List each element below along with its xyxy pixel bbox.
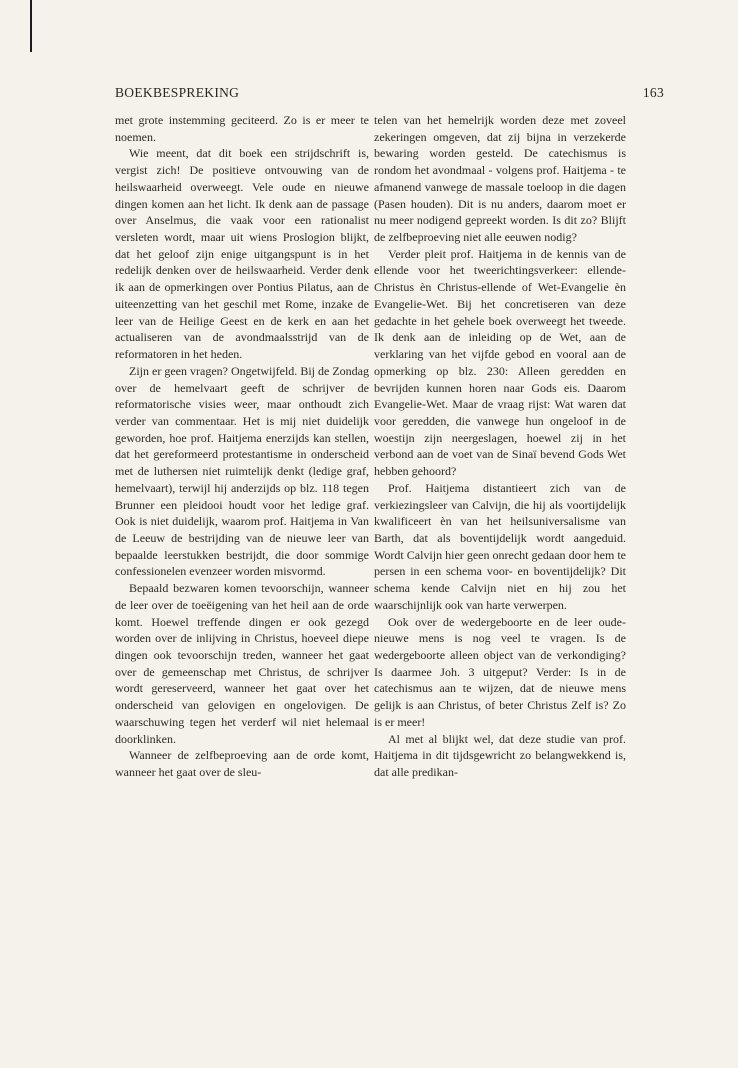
paragraph: Ook over de wedergeboorte en de leer oude-nieuwe mens is nog veel te vragen. Is de wedergeboorte alleen object van de verkondiging? Is daarmee Joh. 3 uitgeput? Verder: Is in de catechismus aan te wijzen, dat de nieuwe mens gelijk is aan Christus, of beter Christus Zelf is? Zo is er meer!	[374, 614, 626, 729]
left-column	[115, 112, 369, 781]
running-title: BOEKBESPREKING	[115, 85, 240, 100]
paragraph: telen van het hemelrijk worden deze met zoveel zekeringen omgeven, dat zij bijna in verzekerde bewaring worden gesteld. De catechismus is rondom het avondmaal - volgens prof. Haitjema - te afmanend vanwege de massale toeloop in die dagen (Pasen houden). Dit is nu anders, daarom moet er nu meer nodigend gepreekt worden. Is dit zo? Blijft de zelfbeproeving niet alle eeuwen nodig?	[374, 113, 626, 245]
page-number: 163	[642, 85, 664, 100]
paragraph: Prof. Haitjema distantieert zich van de verkiezingsleer van Calvijn, die hij als voortijdelijk kwalificeert èn van het heilsuniversalisme van Barth, dat als boventijdelijk wordt aangeduid. Wordt Calvijn hier geen onrecht gedaan door hem te persen in een schema voor- en boventijdelijk? Dit schema kende Calvijn niet en hij zou het waarschijnlijk ook van harte verwerpen.	[374, 480, 626, 612]
paragraph: Wanneer de zelfbeproeving aan de orde komt, wanneer het gaat over de sleu-	[115, 748, 369, 780]
paragraph: Al met al blijkt wel, dat deze studie van prof. Haitjema in dit tijdsgewricht zo belangwekkend is, dat alle predikan-	[374, 731, 626, 780]
paragraph: Bepaald bezwaren komen tevoorschijn, wanneer de leer over de toeëigening van het heil aan de orde komt. Hoewel treffende dingen er ook gezegd worden over de inlijving in Christus, hoeveel diepe dingen ook tevoorschijn treden, wanneer het gaat over de gemeenschap met Christus, de schrijver wordt gereserveerd, wanneer het gaat over het onderscheid van gelovigen en ongelovigen. De waarschuwing tegen het verderf wil niet helemaal doorklinken.	[115, 581, 369, 746]
right-column	[374, 112, 626, 781]
paragraph: Verder pleit prof. Haitjema in de kennis van de ellende voor het tweerichtingsverkeer: ellende-Christus èn Christus-ellende of Wet-Evangelie èn Evangelie-Wet. Bij het concretiseren van deze gedachte in het gehele boek overweegt het tweede. Ik denk aan de inleiding op de Wet, aan de verklaring van het vijfde gebod en vooral aan de opmerking op blz. 230: Alleen geredden en bevrijden kunnen horen naar Gods eis. Daarom Evangelie-Wet. Maar de vraag rijst: Wat waren dat voor geredden, die vanwege hun ongeloof in de woestijn zijn neergeslagen, hoewel zij in het verbond aan de voet van de Sinaï bevend Gods Wet hebben gehoord?	[374, 246, 626, 479]
paragraph: Wie meent, dat dit boek een strijdschrift is, vergist zich! De positieve ontvouwing van de heilswaarheid overweegt. Vele oude en nieuwe dingen komen aan het licht. Ik denk aan de passage over Anselmus, die vaak voor een rationalist versleten wordt, maar uit wiens Proslogion blijkt, dat het geloof zijn enige uitgangspunt is in het redelijk denken over de heilswaarheid. Verder denk ik aan de opmerkingen over Pontius Pilatus, aan de uiteenzetting van het geschil met Rome, inzake de leer van de Heilige Geest en de kerk en aan het actualiseren van de avondmaalsstrijd van de reformatoren in het heden.	[115, 146, 369, 362]
paragraph: met grote instemming geciteerd. Zo is er meer te noemen.	[115, 113, 369, 144]
paragraph: Zijn er geen vragen? Ongetwijfeld. Bij de Zondag over de hemelvaart geeft de schrijver de reformatorische visies weer, maar onthoudt zich verder van commentaar. Het is mij niet duidelijk geworden, hoe prof. Haitjema enerzijds kan stellen, dat het gereformeerd protestantisme in onderscheid met de luthersen niet ruimtelijk denkt (ledige graf, hemelvaart), terwijl hij anderzijds op blz. 118 tegen Brunner een pleidooi houdt voor het ledige graf. Ook is niet duidelijk, waarom prof. Haitjema in Van de Leeuw de bestrijding van de nieuwe leer van bepaalde leerstukken bestrijdt, die door sommige confessionelen evenzeer worden misvormd.	[115, 363, 369, 579]
scan-edge-line	[30, 0, 32, 52]
